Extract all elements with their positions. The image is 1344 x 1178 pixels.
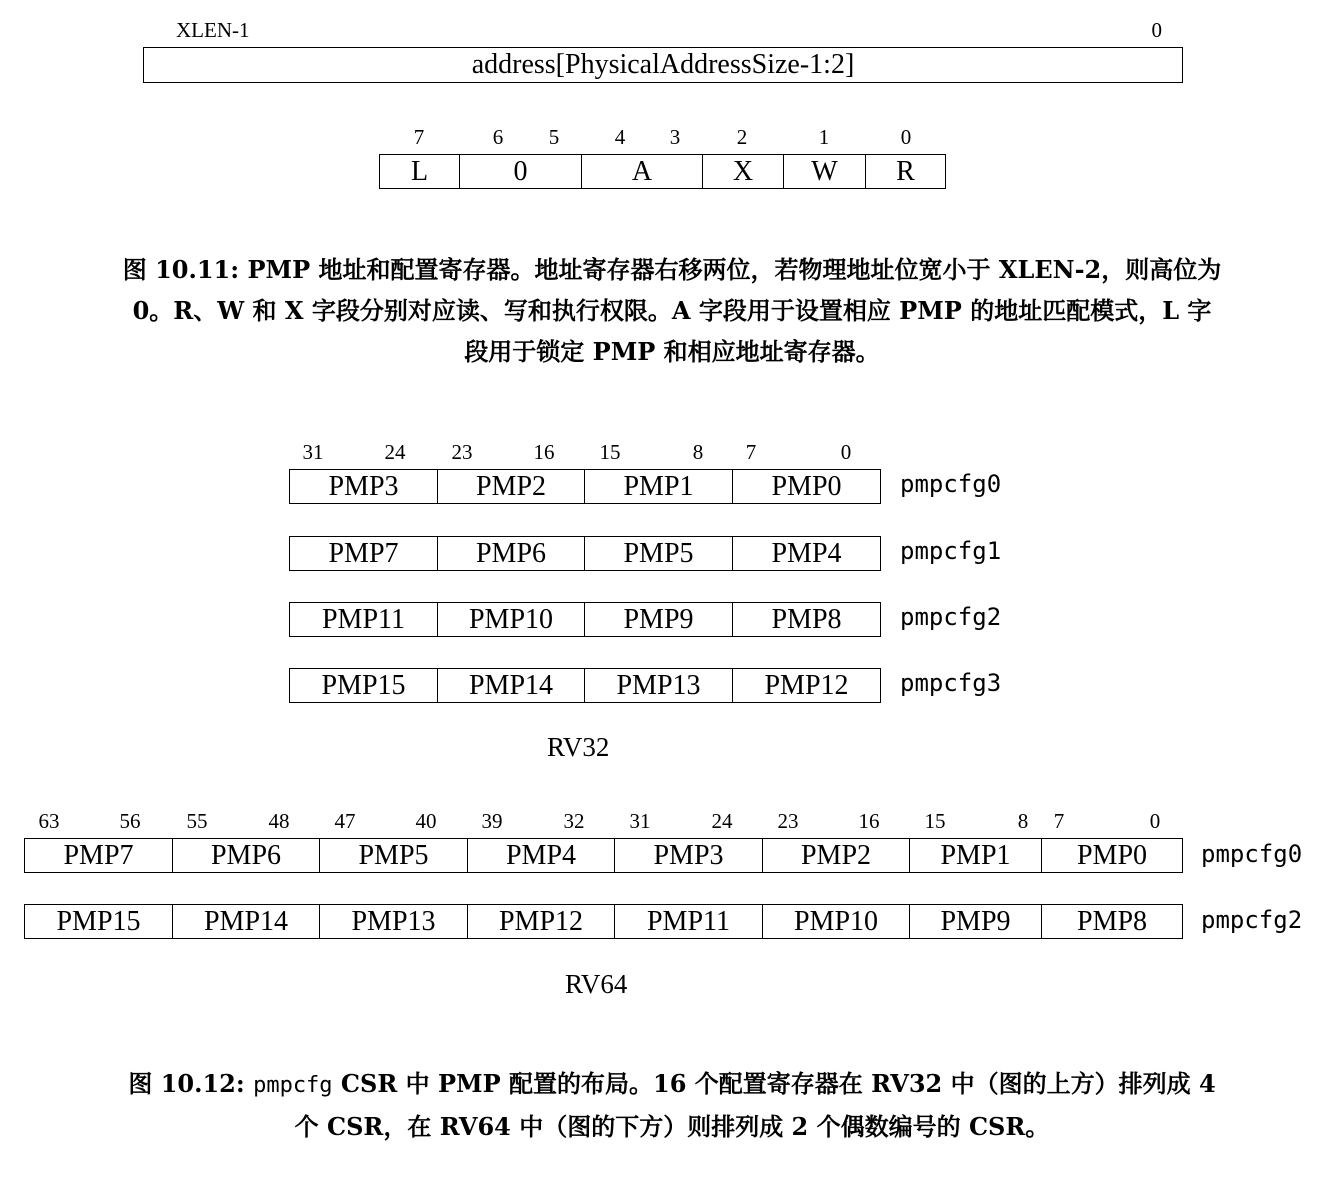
address-field: address[PhysicalAddressSize-1:2] — [471, 49, 855, 80]
rv32-field: PMP0 — [771, 470, 842, 502]
rv32-bit-label: 24 — [384, 440, 406, 464]
rv32-field: PMP5 — [585, 537, 733, 570]
rv64-bit-label: 24 — [711, 809, 733, 833]
rv32-bit-label: 7 — [745, 440, 757, 464]
rv64-field: PMP10 — [763, 905, 910, 938]
rv64-bit-label: 56 — [119, 809, 141, 833]
cfg-bit-6: 6 — [492, 125, 504, 149]
rv32-bit-label: 0 — [840, 440, 852, 464]
rv32-field: PMP7 — [290, 537, 438, 570]
rv64-bit-label: 16 — [858, 809, 880, 833]
rv32-field: PMP15 — [290, 669, 438, 702]
rv32-field: PMP6 — [438, 537, 585, 570]
rv64-bit-label: 0 — [1149, 809, 1161, 833]
field-R: R — [896, 155, 915, 187]
rv32-csr-name: pmpcfg0 — [900, 470, 1002, 498]
rv32-pmpcfg2-register — [289, 602, 881, 637]
figure-caption-10-12 — [0, 1063, 1344, 1147]
rv32-field: PMP1 — [585, 470, 733, 503]
cfg-bit-4: 4 — [614, 125, 626, 149]
rv64-bit-label: 23 — [777, 809, 799, 833]
caption-10-12-line-2: 个 CSR，在 RV64 中（图的下方）则排列成 2 个偶数编号的 CSR。 — [294, 1112, 1050, 1141]
pmpaddr-register — [143, 47, 1183, 83]
rv64-pmpcfg0-register — [24, 838, 1183, 873]
cfg-bit-7: 7 — [413, 125, 425, 149]
rv32-field: PMP4 — [771, 537, 842, 569]
rv64-csr-name: pmpcfg0 — [1201, 840, 1303, 868]
rv64-field: PMP9 — [910, 905, 1042, 938]
cfg-bit-3: 3 — [669, 125, 681, 149]
rv64-field: PMP0 — [1076, 839, 1148, 871]
rv32-field: PMP9 — [585, 603, 733, 636]
caption-10-12-code: pmpcfg — [253, 1073, 333, 1098]
rv64-bit-label: 48 — [268, 809, 290, 833]
rv64-field: PMP2 — [763, 839, 910, 872]
caption-10-12-prefix: 图 10.12: — [128, 1069, 254, 1098]
rv64-bit-label: 40 — [415, 809, 437, 833]
rv64-bit-label: 32 — [563, 809, 585, 833]
caption-10-11-line-3: 段用于锁定 PMP 和相应地址寄存器。 — [464, 337, 880, 366]
cfg-bit-2: 2 — [736, 125, 748, 149]
rv64-field: PMP4 — [468, 839, 615, 872]
caption-10-12-line-1 — [0, 1063, 1344, 1106]
rv64-field: PMP3 — [615, 839, 763, 872]
rv64-label: RV64 — [565, 969, 628, 999]
rv32-field: PMP14 — [438, 669, 585, 702]
rv32-field: PMP3 — [290, 470, 438, 503]
rv32-csr-name: pmpcfg1 — [900, 537, 1002, 565]
rv64-field: PMP14 — [173, 905, 320, 938]
rv32-field: PMP2 — [438, 470, 585, 503]
rv32-field: PMP8 — [771, 603, 842, 635]
rv64-bit-label: 31 — [629, 809, 651, 833]
field-W: W — [784, 155, 866, 188]
caption-10-11-line-2: 0。R、W 和 X 字段分别对应读、写和执行权限。A 字段用于设置相应 PMP 的地址匹配模式，L 字 — [132, 296, 1212, 325]
rv32-pmpcfg0-register — [289, 469, 881, 504]
field-L: L — [380, 155, 460, 188]
rv64-field: PMP13 — [320, 905, 468, 938]
pmpcfg-register — [379, 154, 946, 189]
rv64-bit-label: 63 — [38, 809, 60, 833]
cfg-bit-0: 0 — [900, 125, 912, 149]
rv32-field: PMP12 — [764, 669, 849, 701]
rv32-bit-label: 16 — [533, 440, 555, 464]
figure-caption-10-11 — [0, 249, 1344, 372]
rv64-csr-name: pmpcfg2 — [1201, 906, 1303, 934]
rv64-bit-label: 15 — [924, 809, 946, 833]
rv64-bit-label: 55 — [186, 809, 208, 833]
address-lsb-label: 0 — [1151, 18, 1162, 42]
rv64-field: PMP11 — [615, 905, 763, 938]
rv32-csr-name: pmpcfg2 — [900, 603, 1002, 631]
rv64-field: PMP7 — [25, 839, 173, 872]
cfg-bit-1: 1 — [818, 125, 830, 149]
rv32-bit-label: 15 — [599, 440, 621, 464]
rv64-bit-label: 47 — [334, 809, 356, 833]
rv64-bit-label: 7 — [1053, 809, 1065, 833]
rv32-pmpcfg1-register — [289, 536, 881, 571]
cfg-bit-5: 5 — [548, 125, 560, 149]
rv32-bit-label: 31 — [302, 440, 324, 464]
rv64-bit-label: 39 — [481, 809, 503, 833]
rv32-bit-label: 8 — [692, 440, 704, 464]
rv64-bit-label: 8 — [1017, 809, 1029, 833]
rv32-bit-label: 23 — [451, 440, 473, 464]
rv64-field: PMP15 — [25, 905, 173, 938]
field-A: A — [582, 155, 703, 188]
rv32-label: RV32 — [547, 732, 610, 762]
rv32-field: PMP10 — [438, 603, 585, 636]
rv32-field: PMP11 — [290, 603, 438, 636]
caption-10-11-line-1: 图 10.11: PMP 地址和配置寄存器。地址寄存器右移两位，若物理地址位宽小于 XLEN-2，则高位为 — [122, 255, 1222, 284]
field-reserved: 0 — [460, 155, 582, 188]
rv32-field: PMP13 — [585, 669, 733, 702]
rv64-field: PMP5 — [320, 839, 468, 872]
caption-10-12-rest: CSR 中 PMP 配置的布局。16 个配置寄存器在 RV32 中（图的上方）排列成 4 — [332, 1069, 1216, 1098]
rv64-field: PMP1 — [910, 839, 1042, 872]
rv32-csr-name: pmpcfg3 — [900, 669, 1002, 697]
rv32-pmpcfg3-register — [289, 668, 881, 703]
rv64-field: PMP12 — [468, 905, 615, 938]
rv64-field: PMP6 — [173, 839, 320, 872]
field-X: X — [703, 155, 784, 188]
address-msb-label: XLEN-1 — [176, 18, 250, 42]
rv64-field: PMP8 — [1076, 905, 1148, 937]
rv64-pmpcfg2-register — [24, 904, 1183, 939]
